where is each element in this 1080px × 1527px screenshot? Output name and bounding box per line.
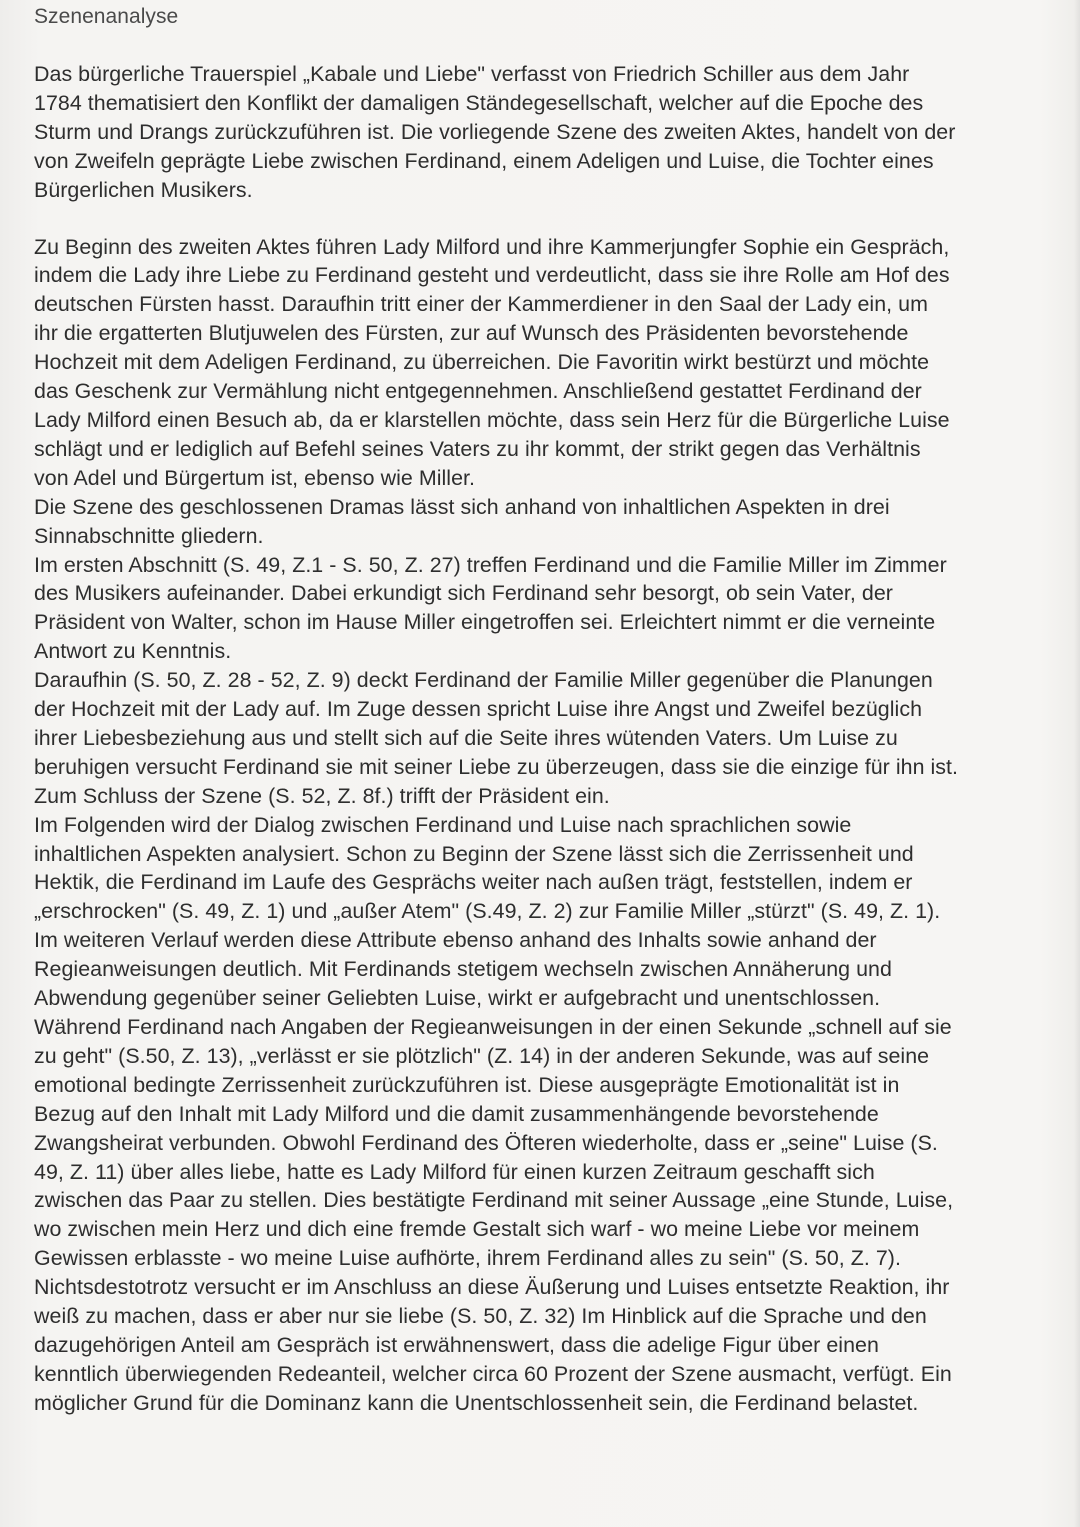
- document-body: [34, 4, 1064, 1418]
- text-line: emotional bedingte Zerrissenheit zurückzuführen ist. Diese ausgeprägte Emotionalität ist in: [34, 1072, 900, 1097]
- text-line: zwischen das Paar zu stellen. Dies bestätigte Ferdinand mit seiner Aussage „eine Stunde, Luise,: [34, 1188, 954, 1213]
- text-line: schlägt und er lediglich auf Befehl seines Vaters zu ihr kommt, der strikt gegen das Verhältnis: [34, 436, 921, 461]
- text-line: das Geschenk zur Vermählung nicht entgegennehmen. Anschließend gestattet Ferdinand der: [34, 379, 922, 404]
- text-line: von Adel und Bürgertum ist, ebenso wie Miller.: [34, 465, 476, 490]
- text-line: möglicher Grund für die Dominanz kann die Unentschlossenheit sein, die Ferdinand belastet.: [34, 1390, 919, 1415]
- text-line: indem die Lady ihre Liebe zu Ferdinand gesteht und verdeutlicht, dass sie ihre Rolle am Hof des: [34, 263, 950, 288]
- paragraph-introduction: [34, 60, 1064, 205]
- page-edge-shadow: [1074, 0, 1080, 1527]
- text-line: von Zweifeln geprägte Liebe zwischen Ferdinand, einem Adeligen und Luise, die Tochter eines: [34, 148, 934, 173]
- text-line: Zum Schluss der Szene (S. 52, Z. 8f.) trifft der Präsident ein.: [34, 783, 610, 808]
- paragraph-spacer: [34, 205, 1064, 233]
- text-line: Hektik, die Ferdinand im Laufe des Gesprächs weiter nach außen trägt, feststellen, indem er: [34, 870, 913, 895]
- paragraph-analysis: [34, 811, 1064, 1418]
- text-line: Nichtsdestotrotz versucht er im Anschluss an diese Äußerung und Luises entsetzte Reaktion, ihr: [34, 1275, 950, 1300]
- text-line: Sinnabschnitte gliedern.: [34, 523, 264, 548]
- text-line: 1784 thematisiert den Konflikt der damaligen Ständegesellschaft, welcher auf die Epoche des: [34, 90, 924, 115]
- text-line: kenntlich überwiegenden Redeanteil, welcher circa 60 Prozent der Szene ausmacht, verfügt. Ein: [34, 1361, 952, 1386]
- text-line: Bezug auf den Inhalt mit Lady Milford und die damit zusammenhängende bevorstehende: [34, 1101, 879, 1126]
- text-line: Daraufhin (S. 50, Z. 28 - 52, Z. 9) deckt Ferdinand der Familie Miller gegenüber die Planungen: [34, 668, 933, 693]
- text-line: Das bürgerliche Trauerspiel „Kabale und Liebe" verfasst von Friedrich Schiller aus dem Jahr: [34, 62, 910, 86]
- text-line: inhaltlichen Aspekten analysiert. Schon zu Beginn der Szene lässt sich die Zerrissenheit und: [34, 841, 914, 866]
- text-line: Regieanweisungen deutlich. Mit Ferdinands stetigem wechseln zwischen Annäherung und: [34, 957, 892, 982]
- text-line: ihr die ergatterten Blutjuwelen des Fürsten, zur auf Wunsch des Präsidenten bevorstehende: [34, 321, 909, 346]
- text-line: weiß zu machen, dass er aber nur sie liebe (S. 50, Z. 32) Im Hinblick auf die Sprache und den: [34, 1304, 927, 1329]
- text-line: Antwort zu Kenntnis.: [34, 639, 232, 664]
- text-line: Lady Milford einen Besuch ab, da er klarstellen möchte, dass sein Herz für die Bürgerliche Luise: [34, 407, 950, 432]
- text-line: Hochzeit mit dem Adeligen Ferdinand, zu überreichen. Die Favoritin wirkt bestürzt und möchte: [34, 350, 930, 375]
- text-line: Im ersten Abschnitt (S. 49, Z.1 - S. 50, Z. 27) treffen Ferdinand und die Familie Miller im Zimmer: [34, 552, 947, 577]
- text-line: Präsident von Walter, schon im Hause Miller eingetroffen sei. Erleichtert nimmt er die verneinte: [34, 610, 936, 635]
- text-line: ihrer Liebesbeziehung aus und stellt sich auf die Seite ihres wütenden Vaters. Um Luise zu: [34, 725, 898, 750]
- paragraph-structure: [34, 493, 1064, 551]
- text-line: beruhigen versucht Ferdinand sie mit seiner Liebe zu überzeugen, dass sie die einzige für ihn ist.: [34, 754, 959, 779]
- text-line: 49, Z. 11) über alles liebe, hatte es Lady Milford für einen kurzen Zeitraum geschafft sich: [34, 1159, 875, 1184]
- text-line: Bürgerlichen Musikers.: [34, 177, 253, 202]
- text-line: wo zwischen mein Herz und dich eine fremde Gestalt sich warf - wo meine Liebe vor meinem: [34, 1217, 920, 1242]
- text-line: Sturm und Drangs zurückzuführen ist. Die vorliegende Szene des zweiten Aktes, handelt von der: [34, 119, 956, 144]
- text-line: Gewissen erblasste - wo meine Luise aufhörte, ihrem Ferdinand alles zu sein" (S. 50, Z. 7).: [34, 1246, 901, 1271]
- text-line: „erschrocken" (S. 49, Z. 1) und „außer Atem" (S.49, Z. 2) zur Familie Miller „stürzt" (S. 49, Z. 1).: [34, 899, 941, 924]
- text-line: Im Folgenden wird der Dialog zwischen Ferdinand und Luise nach sprachlichen sowie: [34, 812, 852, 837]
- text-line: des Musikers aufeinander. Dabei erkundigt sich Ferdinand sehr besorgt, ob sein Vater, der: [34, 581, 893, 606]
- text-line: Zu Beginn des zweiten Aktes führen Lady Milford und ihre Kammerjungfer Sophie ein Gespräch,: [34, 234, 950, 259]
- text-line: Während Ferdinand nach Angaben der Regieanweisungen in der einen Sekunde „schnell auf sie: [34, 1015, 952, 1039]
- paragraph-section-one: [34, 551, 1064, 667]
- text-line: Abwendung gegenüber seiner Geliebten Luise, wirkt er aufgebracht und unentschlossen.: [34, 986, 881, 1011]
- text-line: Die Szene des geschlossenen Dramas lässt sich anhand von inhaltlichen Aspekten in drei: [34, 494, 890, 519]
- text-line: deutschen Fürsten hasst. Daraufhin tritt einer der Kammerdiener in den Saal der Lady ein, um: [34, 292, 928, 317]
- paragraph-context: [34, 233, 1064, 493]
- document-title: Szenenanalyse: [34, 5, 179, 28]
- paragraph-section-two: [34, 666, 1064, 811]
- text-line: dazugehörigen Anteil am Gespräch ist erwähnenswert, dass die adelige Figur über einen: [34, 1332, 879, 1357]
- text-line: Im weiteren Verlauf werden diese Attribute ebenso anhand des Inhalts sowie anhand der: [34, 928, 877, 953]
- text-line: der Hochzeit mit der Lady auf. Im Zuge dessen spricht Luise ihre Angst und Zweifel bezüglich: [34, 697, 923, 722]
- text-line: zu geht" (S.50, Z. 13), „verlässt er sie plötzlich" (Z. 14) in der anderen Sekunde, was auf seine: [34, 1043, 930, 1068]
- text-line: Zwangsheirat verbunden. Obwohl Ferdinand des Öfteren wiederholte, dass er „seine" Luise (S.: [34, 1130, 938, 1155]
